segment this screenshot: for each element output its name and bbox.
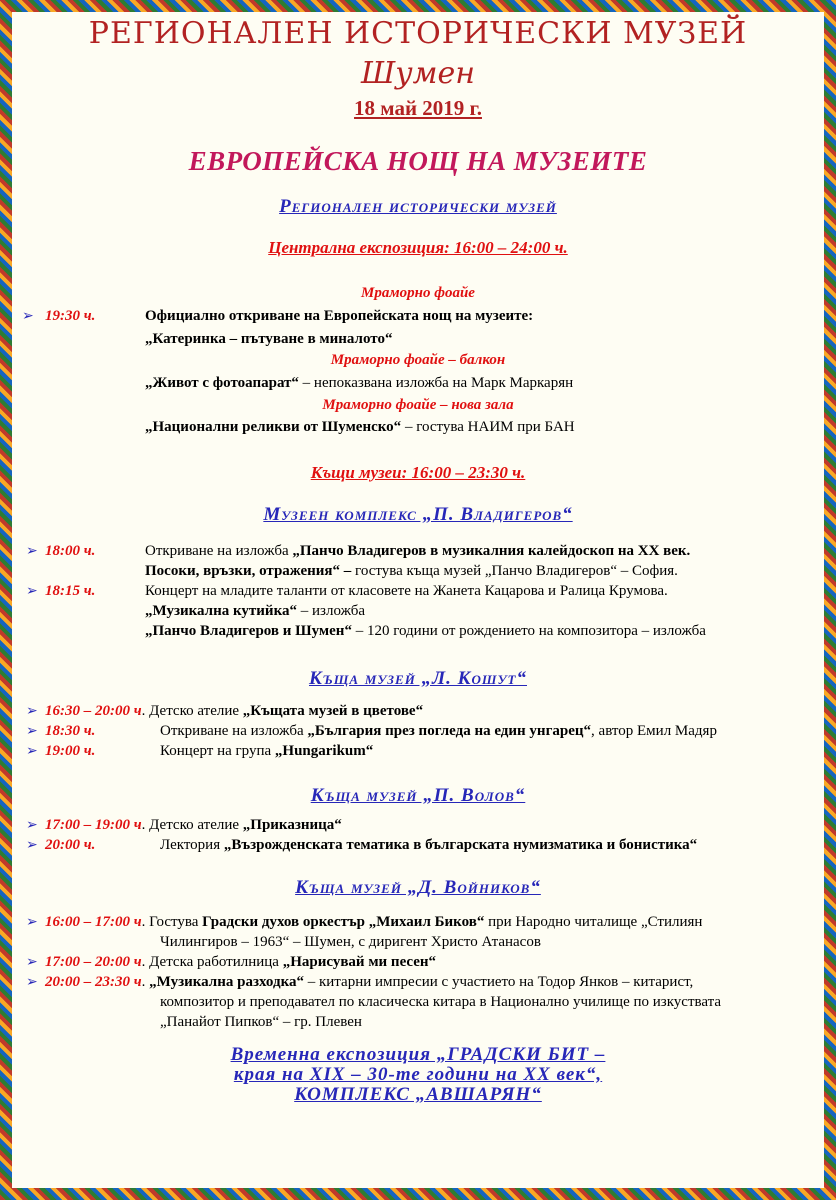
schedule-time: 18:30 ч.	[45, 723, 96, 739]
city-subtitle: Шумен	[360, 56, 476, 91]
schedule-line: 17:00 – 19:00 ч. Детско ателие „Приказница“	[45, 817, 342, 833]
schedule-time: 20:00 ч.	[45, 837, 96, 853]
opening-text: Официално откриване на Европейската нощ на музеите:	[145, 308, 534, 324]
bullet-arrow-icon: ➢	[26, 915, 38, 930]
schedule-text: „Панайот Пипков“ – гр. Плевен	[160, 1014, 362, 1030]
venue-marble-foyer: Мраморно фоайе	[361, 285, 475, 301]
bullet-arrow-icon: ➢	[22, 309, 34, 324]
bullet-arrow-icon: ➢	[26, 724, 38, 739]
schedule-text: композитор и преподавател по класическа китара в Национално училище по изкуствата	[160, 994, 722, 1010]
schedule-text: Откриване на изложба „България през погледа на един унгарец“, автор Емил Мадяр	[160, 723, 717, 739]
section-heading-volov: Къща музей „П. Волов“	[310, 785, 526, 806]
schedule-time: 18:00 ч.	[45, 543, 96, 559]
schedule-text: „Панчо Владигеров и Шумен“ – 120 години от рождението на композитора – изложба	[145, 623, 706, 639]
bullet-arrow-icon: ➢	[26, 544, 38, 559]
temporary-exposition-line-3: КОМПЛЕКС „АВШАРЯН“	[294, 1084, 542, 1105]
schedule-line: 17:00 – 20:00 ч. Детска работилница „Нарисувай ми песен“	[45, 954, 437, 970]
house-museums-hours: Къщи музеи: 16:00 – 23:30 ч.	[310, 463, 526, 482]
schedule-text: Концерт на младите таланти от класовете на Жанета Кацарова и Ралица Крумова.	[145, 583, 668, 599]
bullet-arrow-icon: ➢	[26, 818, 38, 833]
schedule-line: 16:00 – 17:00 ч. Гостува Градски духов оркестър „Михаил Биков“ при Народно читалище „Стилиян	[45, 914, 703, 930]
schedule-text: Концерт на група „Hungarikum“	[160, 743, 374, 759]
bullet-arrow-icon: ➢	[26, 975, 38, 990]
schedule-text: Чилингиров – 1963“ – Шумен, с диригент Христо Атанасов	[160, 934, 541, 950]
exhibition-photo: „Живот с фотоапарат“ – непоказвана изложба на Марк Маркарян	[145, 375, 574, 391]
event-date: 18 май 2019 г.	[354, 96, 482, 120]
section-heading-voynikov: Къща музей „Д. Войников“	[295, 877, 541, 898]
section-heading-vladigerov: Музеен комплекс „П. Владигеров“	[263, 504, 573, 525]
schedule-line: 16:30 – 20:00 ч. Детско ателие „Къщата музей в цветове“	[45, 703, 424, 719]
schedule-line: 20:00 – 23:30 ч. „Музикална разходка“ – китарни импресии с участието на Тодор Янков – китарист,	[45, 974, 694, 990]
poster	[12, 12, 824, 1188]
schedule-text: „Музикална кутийка“ – изложба	[145, 603, 366, 619]
section-heading-koshut: Къща музей „Л. Кошут“	[308, 668, 527, 689]
museum-title: РЕГИОНАЛЕН ИСТОРИЧЕСКИ МУЗЕЙ	[88, 16, 748, 51]
venue-balcony: Мраморно фоайе – балкон	[330, 352, 506, 368]
bullet-arrow-icon: ➢	[26, 744, 38, 759]
schedule-text: Лектория „Възрожденската тематика в българската нумизматика и бонистика“	[160, 837, 698, 853]
temporary-exposition-line-2: края на XIX – 30-те години на XX век“,	[233, 1064, 603, 1085]
bullet-arrow-icon: ➢	[26, 584, 38, 599]
exhibition-relics: „Национални реликви от Шуменско“ – гостува НАИМ при БАН	[145, 419, 575, 435]
exhibition-katerinka: „Катеринка – пътуване в миналото“	[145, 331, 393, 347]
temporary-exposition-line-1: Временна експозиция „ГРАДСКИ БИТ –	[230, 1044, 606, 1065]
event-title: ЕВРОПЕЙСКА НОЩ НА МУЗЕИТЕ	[188, 146, 648, 176]
schedule-time: 18:15 ч.	[45, 583, 96, 599]
section-heading-rim: Регионален исторически музей	[279, 196, 557, 217]
schedule-text: Посоки, връзки, отражения“ – гостува къща музей „Панчо Владигеров“ – София.	[145, 563, 678, 579]
bullet-arrow-icon: ➢	[26, 838, 38, 853]
schedule-time: 19:30 ч.	[45, 308, 96, 324]
schedule-text: Откриване на изложба „Панчо Владигеров в музикалния калейдоскоп на XX век.	[145, 543, 691, 559]
schedule-time: 19:00 ч.	[45, 743, 96, 759]
venue-new-hall: Мраморно фоайе – нова зала	[322, 397, 514, 413]
bullet-arrow-icon: ➢	[26, 955, 38, 970]
bullet-arrow-icon: ➢	[26, 704, 38, 719]
central-exposition-hours: Централна експозиция: 16:00 – 24:00 ч.	[268, 238, 568, 257]
